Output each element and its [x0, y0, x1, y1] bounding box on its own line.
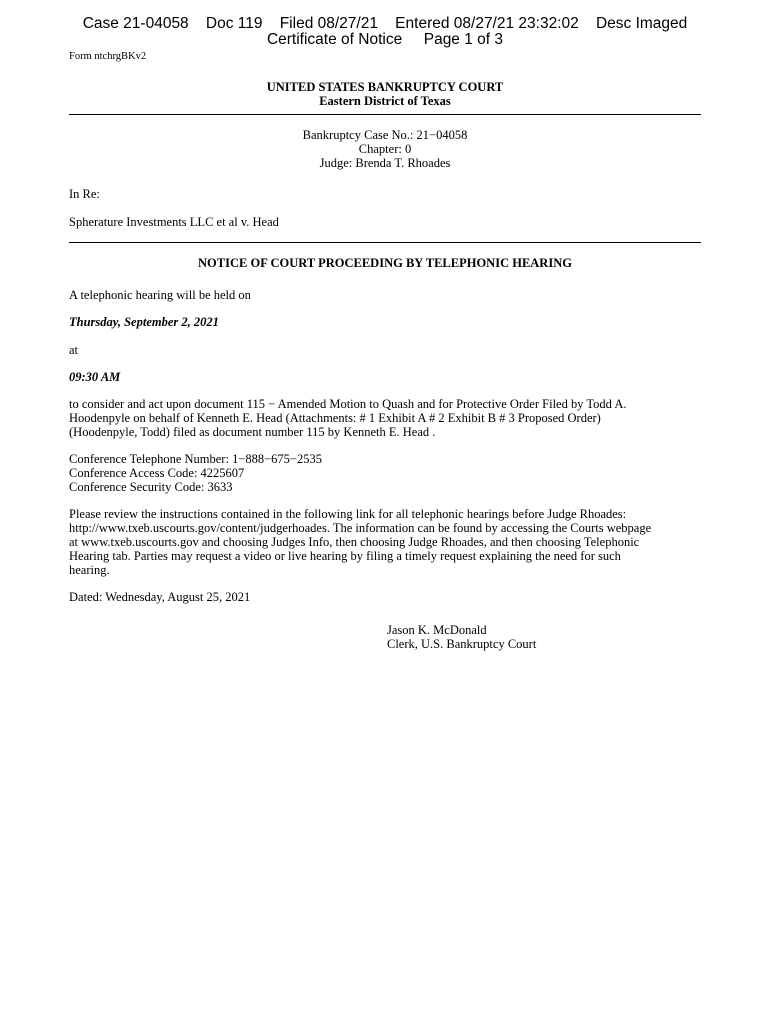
- conference-phone: Conference Telephone Number: 1−888−675−2535: [69, 452, 322, 466]
- case-number: Bankruptcy Case No.: 21−04058: [302, 128, 468, 142]
- court-name: UNITED STATES BANKRUPTCY COURT: [266, 80, 504, 94]
- dated-line: Dated: Wednesday, August 25, 2021: [69, 590, 251, 604]
- instruction-line: Please review the instructions contained in the following link for all telephonic hearings before Judge Rhoades:: [69, 507, 627, 521]
- conference-details: [69, 452, 689, 494]
- hearing-date: Thursday, September 2, 2021: [69, 315, 219, 329]
- notice-title: NOTICE OF COURT PROCEEDING BY TELEPHONIC HEARING: [198, 256, 572, 270]
- divider-middle: [69, 242, 701, 243]
- purpose-line: (Hoodenpyle, Todd) filed as document number 115 by Kenneth E. Head .: [69, 425, 436, 439]
- hearing-purpose: [69, 397, 689, 439]
- case-chapter: Chapter: 0: [358, 142, 412, 156]
- conference-security-code: Conference Security Code: 3633: [69, 480, 233, 494]
- purpose-line: Hoodenpyle on behalf of Kenneth E. Head (Attachments: # 1 Exhibit A # 2 Exhibit B # 3 Proposed Order): [69, 411, 601, 425]
- clerk-name: Jason K. McDonald: [387, 623, 487, 637]
- hearing-instructions: [69, 507, 689, 577]
- filing-stamp-line-1: Case 21-04058 Doc 119 Filed 08/27/21 Entered 08/27/21 23:32:02 Desc Imaged: [82, 15, 688, 32]
- case-judge: Judge: Brenda T. Rhoades: [319, 156, 451, 170]
- purpose-line: to consider and act upon document 115 − Amended Motion to Quash and for Protective Order Filed by Todd A.: [69, 397, 627, 411]
- filing-stamp-line-2: Certificate of Notice Page 1 of 3: [266, 31, 504, 48]
- instruction-line: hearing.: [69, 563, 110, 577]
- instruction-line: http://www.txeb.uscourts.gov/content/judgerhoades. The information can be found by accessing the Courts webpage: [69, 521, 652, 535]
- conference-access-code: Conference Access Code: 4225607: [69, 466, 245, 480]
- case-parties: Spherature Investments LLC et al v. Head: [69, 215, 279, 229]
- divider-top: [69, 114, 701, 115]
- signature-block: [387, 623, 687, 651]
- clerk-title: Clerk, U.S. Bankruptcy Court: [387, 637, 537, 651]
- in-re-label: In Re:: [69, 187, 100, 201]
- form-id: Form ntchrgBKv2: [69, 51, 147, 62]
- hearing-intro: A telephonic hearing will be held on: [69, 288, 251, 302]
- court-district: Eastern District of Texas: [319, 94, 451, 108]
- instruction-line: Hearing tab. Parties may request a video or live hearing by filing a timely request explaining the need for such: [69, 549, 621, 563]
- instruction-line: at www.txeb.uscourts.gov and choosing Judges Info, then choosing Judge Rhoades, and then choosing Telephonic: [69, 535, 640, 549]
- hearing-at: at: [69, 343, 79, 357]
- hearing-time: 09:30 AM: [69, 370, 121, 384]
